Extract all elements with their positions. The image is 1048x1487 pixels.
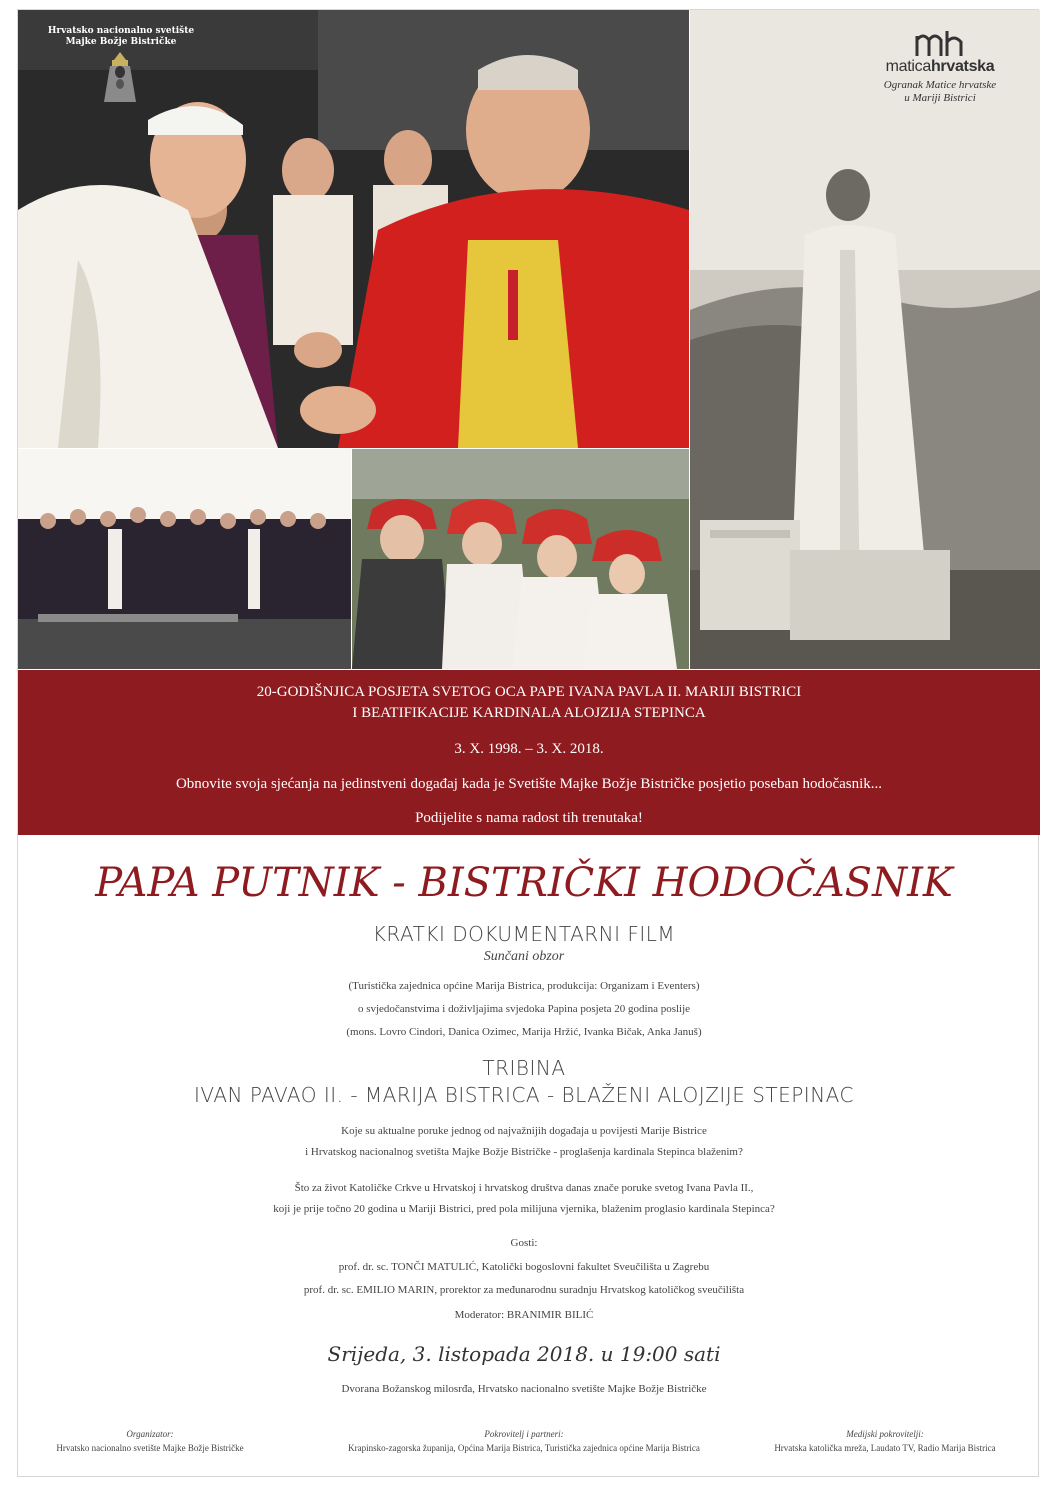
film-line3: (mons. Lovro Cindori, Danica Ozimec, Marija Hržić, Ivanka Bičak, Anka Januš) — [346, 1026, 702, 1038]
logo-name-bold: hrvatska — [930, 58, 995, 75]
poster-title: PAPA PUTNIK - BISTRIČKI HODOČASNIK — [95, 860, 953, 906]
shrine-label — [46, 26, 196, 48]
logo-name-light: matica — [885, 58, 931, 75]
film-name: Sunčani obzor — [483, 949, 565, 964]
photo-stepinac — [690, 10, 1040, 669]
band-dates: 3. X. 1998. – 3. X. 2018. — [454, 741, 604, 757]
guest-marin: prof. dr. sc. EMILIO MARIN, prorektor za međunarodnu suradnju Hrvatskog katoličkog sveučilišta — [303, 1284, 745, 1296]
footer-patrons — [304, 1427, 744, 1455]
footer-organizer — [0, 1427, 320, 1455]
footer-media — [715, 1427, 1048, 1455]
tribina-title: IVAN PAVAO II. - MARIJA BISTRICA - BLAŽENI ALOJZIJE STEPINAC — [194, 1083, 854, 1107]
film-line1: (Turistička zajednica općine Marija Bistrica, produkcija: Organizam i Eventers) — [348, 980, 700, 992]
logo-sub-line1: Ogranak Matice hrvatske — [883, 79, 997, 91]
band-heading-line1: 20-GODIŠNJICA POSJETA SVETOG OCA PAPE IVANA PAVLA II. MARIJI BISTRICI — [256, 684, 802, 700]
question2-line2: koji je prije točno 20 godina u Mariji Bistrici, pred pola milijuna vjernika, blaženim proglasio kardinala Stepinca? — [273, 1203, 775, 1215]
shrine-label-line2: Majke Božje Bistričke — [65, 37, 177, 47]
logo-sub-line2: u Mariji Bistrici — [904, 92, 976, 104]
question2-line1: Što za život Katoličke Crkve u Hrvatskoj i hrvatskog društva danas znače poruke svetog Ivana Pavla II., — [294, 1182, 754, 1194]
matica-hrvatska-logo — [860, 30, 1020, 105]
guests-label: Gosti: — [510, 1237, 538, 1249]
film-heading: KRATKI DOKUMENTARNI FILM — [372, 922, 676, 946]
band-share: Podijelite s nama radost tih trenutaka! — [415, 810, 643, 826]
logo-name — [860, 58, 1020, 76]
guest-matulic: prof. dr. sc. TONČI MATULIĆ, Katolički bogoslovni fakultet Sveučilišta u Zagrebu — [338, 1261, 710, 1273]
organizer-label: Organizator: — [126, 1429, 174, 1439]
photo-folk-costume-women — [352, 449, 689, 669]
madonna-emblem-icon — [96, 50, 144, 104]
announcement-band — [18, 670, 1040, 835]
film-line2: o svjedočanstvima i doživljajima svjedoka Papina posjeta 20 godina poslije — [357, 1003, 691, 1015]
shrine-label-line1: Hrvatsko nacionalno svetište — [47, 26, 195, 36]
mh-monogram-icon — [914, 30, 966, 58]
question1-line1: Koje su aktualne poruke jednog od najvažnijih događaja u povijesti Marije Bistrice — [341, 1125, 707, 1137]
band-invite: Obnovite svoja sjećanja na jedinstveni događaj kada je Svetište Majke Božje Bistričke posjetio poseban hodočasnik... — [175, 776, 883, 792]
organizer-name: Hrvatsko nacionalno svetište Majke Božje Bistričke — [56, 1443, 244, 1453]
band-heading — [18, 682, 1040, 724]
event-venue: Dvorana Božanskog milosrđa, Hrvatsko nacionalno svetište Majke Božje Bistričke — [341, 1383, 707, 1395]
band-heading-line2: I BEATIFIKACIJE KARDINALA ALOJZIJA STEPINCA — [352, 705, 706, 721]
logo-subtitle — [860, 79, 1020, 105]
tribina-heading: TRIBINA — [482, 1056, 566, 1080]
question1-line2: i Hrvatskog nacionalnog svetišta Majke Božje Bistričke - proglašenja kardinala Stepinca blaženim? — [305, 1146, 743, 1158]
moderator: Moderator: BRANIMIR BILIĆ — [454, 1309, 594, 1321]
media-label: Medijski pokrovitelji: — [846, 1429, 924, 1439]
media-names: Hrvatska katolička mreža, Laudato TV, Radio Marija Bistrica — [774, 1443, 996, 1453]
event-date-time: Srijeda, 3. listopada 2018. u 19:00 sati — [327, 1342, 721, 1366]
photo-dignitaries-group — [18, 449, 351, 669]
patrons-names: Krapinsko-zagorska županija, Općina Marija Bistrica, Turistička zajednica općine Marija Bistrica — [348, 1443, 700, 1453]
patrons-label: Pokrovitelj i partneri: — [484, 1429, 564, 1439]
